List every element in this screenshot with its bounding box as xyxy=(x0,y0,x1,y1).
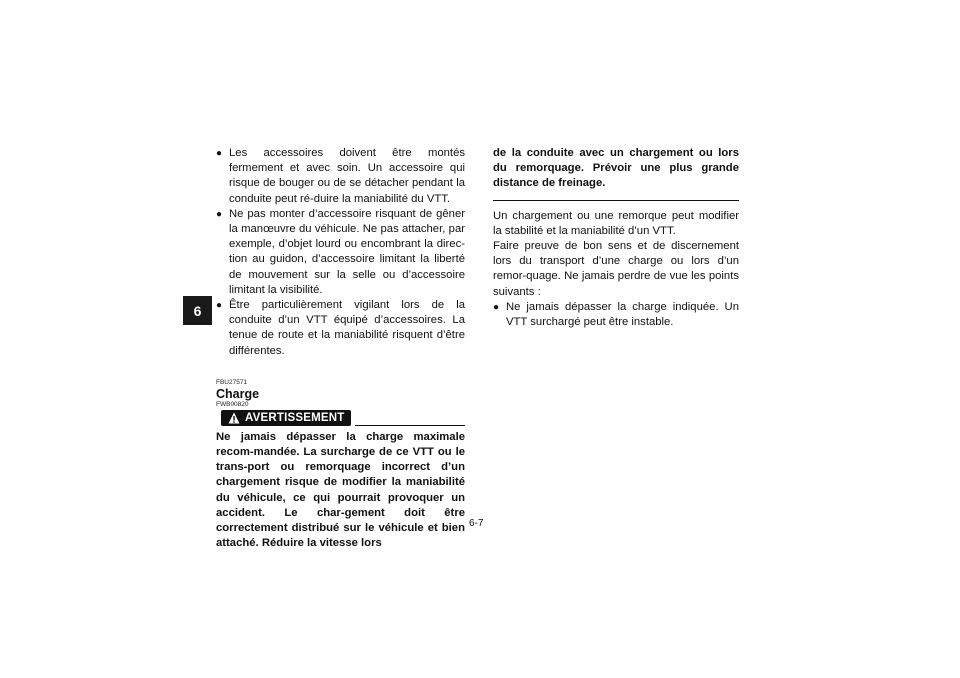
bullet-dot-icon: ● xyxy=(216,300,223,312)
chapter-tab: 6 xyxy=(183,296,212,325)
bullet-item xyxy=(216,146,465,207)
bullet-dot-icon: ● xyxy=(216,208,223,220)
warning-header xyxy=(216,410,465,427)
paragraph: Faire preuve de bon sens et de discernement lors du transport d’une charge ou lors d’un remor-quage. Ne jamais perdre de vue les points suivants : xyxy=(493,240,739,298)
warning-label: AVERTISSEMENT xyxy=(245,412,345,425)
section-title: Charge xyxy=(216,386,260,401)
bullet-text: Les accessoires doivent être montés fermement et avec soin. Un accessoire qui risque de bouger ou de se détacher pendant la conduite peut ré-duire la maniabilité du VTT. xyxy=(229,147,465,205)
warning-triangle-icon xyxy=(228,412,240,424)
warning-end-rule xyxy=(493,200,739,201)
bullet-text: Être particulièrement vigilant lors de la conduite d’un VTT équipé d’accessoires. La tenue de route et la maniabilité risquent d’être différentes. xyxy=(229,299,465,357)
warning-rule xyxy=(355,425,465,426)
warning-text-continued: de la conduite avec un chargement ou lors du remorquage. Prévoir une plus grande distance de freinage. xyxy=(493,147,739,190)
bullet-text: Ne pas monter d’accessoire risquant de gêner la manœuvre du véhicule. Ne pas attacher, par exemple, d’objet lourd ou encombrant la direc-tion au guidon, d’accessoire limitant la liberté de mouvement sur la selle ou d’accessoire limitant la visibilité. xyxy=(229,207,465,296)
paragraph: Un chargement ou une remorque peut modifier la stabilité et la maniabilité d’un VTT. xyxy=(493,209,739,237)
warning-badge xyxy=(221,410,351,426)
warning-code: FWB00820 xyxy=(216,400,249,408)
page-number: 6-7 xyxy=(469,518,484,529)
right-column xyxy=(493,146,739,330)
bullet-dot-icon: ● xyxy=(216,148,223,159)
section-code: FBU27571 xyxy=(216,378,248,386)
left-column xyxy=(216,146,465,551)
bullet-text: Ne jamais dépasser la charge indiquée. Un VTT surchargé peut être instable. xyxy=(506,300,739,329)
bullet-item xyxy=(493,300,739,330)
warning-text: Ne jamais dépasser la charge maximale recom-mandée. La surcharge de ce VTT ou le trans-port ou remorquage incorrect d’un chargement risque de modifier la maniabilité du véhicule, ce qui pourrait provoquer un accident. Le char-gement doit être correctement distribué sur le véhicule et bien attaché. Réduire la vitesse lors xyxy=(216,430,465,550)
bullet-dot-icon: ● xyxy=(493,301,500,313)
bullet-item xyxy=(216,298,465,359)
bullet-item xyxy=(216,207,465,298)
